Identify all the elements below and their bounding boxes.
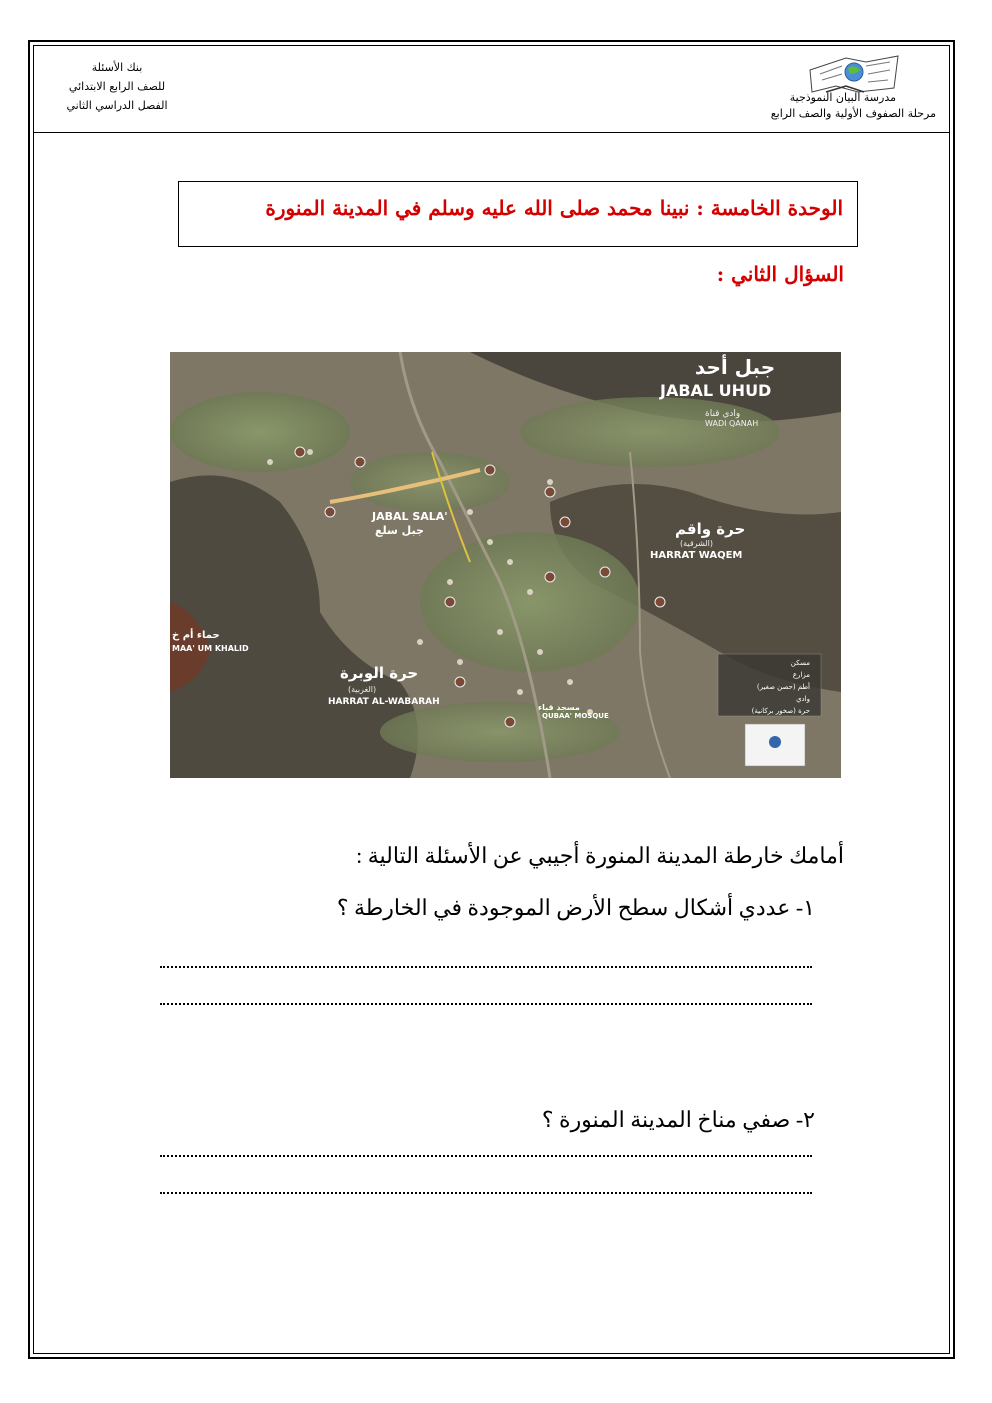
answer-line-2a[interactable] (160, 1155, 812, 1157)
map-label-waqem-sub: (الشرقية) (680, 539, 713, 548)
map-legend (718, 654, 821, 716)
map-label-sala-en: JABAL SALA' (372, 510, 448, 523)
map-label-quba-en: QUBAA' MOSQUE (542, 712, 609, 720)
unit-title: الوحدة الخامسة : نبينا محمد صلى الله عليه وسلم في المدينة المنورة (265, 196, 843, 220)
map-label-quba-ar: مسجد قباء (538, 703, 580, 712)
header-divider (33, 132, 950, 133)
answer-line-1a[interactable] (160, 966, 812, 968)
map-label-waqem-ar: حرة واقم (675, 520, 746, 538)
question-1: ١- عددي أشكال سطح الأرض الموجودة في الخارطة ؟ (336, 895, 815, 920)
madinah-map (170, 352, 841, 778)
answer-line-1b[interactable] (160, 1003, 812, 1005)
school-name: مدرسة البيان النموذجية (789, 91, 896, 104)
header-left (52, 58, 182, 115)
question-2: ٢- صفي مناخ المدينة المنورة ؟ (541, 1107, 815, 1132)
map-label-hima-en: MAA' UM KHALID (172, 644, 249, 653)
legend-item-3: أطم (حصن صغير) (756, 683, 810, 691)
map-label-uhud-ar: جبل أحد (694, 355, 776, 379)
legend-item-4: وادي (796, 695, 810, 703)
map-label-uhud-en: JABAL UHUD (660, 381, 772, 400)
map-label-wabarah-sub: (الغربية) (348, 685, 377, 694)
map-label-wabarah-ar: حرة الوبرة (340, 664, 419, 682)
map-label-qanah-en: WADI QANAH (705, 419, 759, 428)
legend-item-2: مزارع (792, 671, 810, 679)
question-title: السؤال الثاني : (716, 262, 844, 286)
header-left-line-3: الفصل الدراسي الثاني (66, 99, 168, 112)
map-label-wabarah-en: HARRAT AL-WABARAH (328, 697, 440, 707)
legend-item-1: مسكن (790, 659, 810, 667)
map-label-hima-ar: حماء أم خ (172, 630, 220, 641)
header-right (760, 90, 936, 122)
header-left-line-1: بنك الأسئلة (91, 61, 143, 74)
answer-line-2b[interactable] (160, 1192, 812, 1194)
school-stage: مرحلة الصفوف الأولية والصف الرابع (770, 107, 936, 120)
unit-title-box (178, 181, 858, 247)
instruction-text: أمامك خارطة المدينة المنورة أجيبي عن الأسئلة التالية : (356, 843, 844, 868)
map-label-sala-ar: جبل سلع (375, 524, 424, 537)
map-label-waqem-en: HARRAT WAQEM (650, 550, 743, 561)
map-label-qanah-ar: وادي قناة (705, 409, 741, 419)
legend-item-5: حرة (صخور بركانية) (751, 707, 810, 715)
header-left-line-2: للصف الرابع الابتدائي (68, 80, 166, 93)
